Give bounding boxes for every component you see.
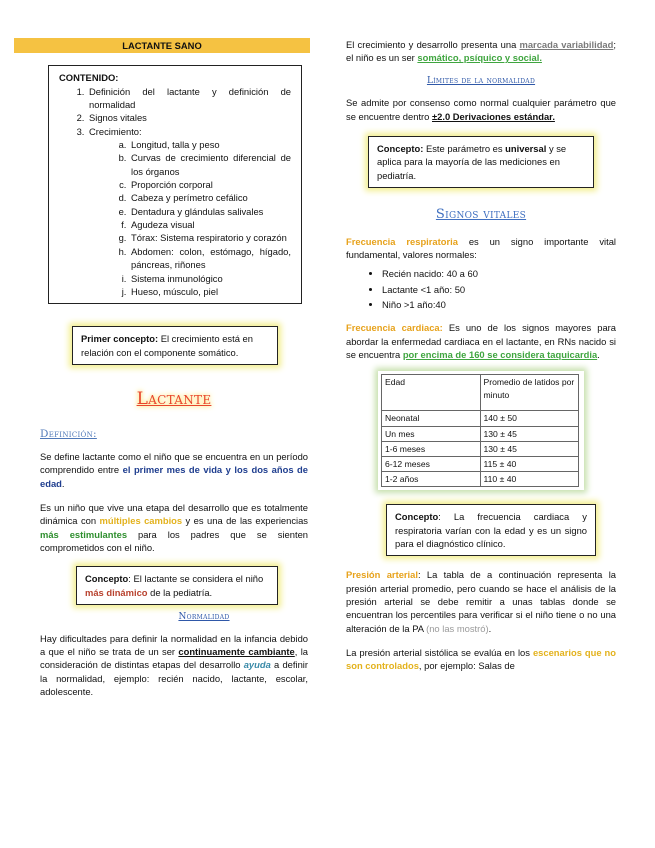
heart-rate-table-frame (378, 371, 584, 490)
text-run: Se admite por consenso como normal cualquier parámetro que se encuentre dentro (346, 97, 616, 122)
contents-subitem: i. Sistema inmunológico (129, 272, 291, 285)
text-run: para los padres que se sienten comprometidos con el niño. (40, 528, 308, 553)
table-row (382, 411, 579, 426)
table-cell: Un mes (382, 426, 481, 441)
contents-item-label: Crecimiento: (89, 125, 142, 137)
concept-text: El crecimiento está en relación con el componente somático. (81, 333, 253, 358)
table-cell: 110 ± 40 (480, 472, 579, 487)
highlight-text: somático, psíquico y social. (417, 52, 542, 64)
list-item: • Recién nacido: 40 a 60 (382, 267, 616, 280)
contents-sublist (89, 138, 291, 298)
text-run: El crecimiento y desarrollo presenta una (346, 39, 520, 50)
table-row (382, 456, 579, 471)
text-run: es un signo importante vital fundamental, valores normales: (346, 235, 616, 260)
highlight-text: el primer mes de vida y los dos años de edad (40, 464, 308, 489)
contents-subitem: b. Curvas de crecimiento diferencial de los órganos (129, 151, 291, 178)
highlight-text: más dinámico (85, 586, 148, 598)
concept-label: Concepto (395, 511, 439, 523)
contents-subitem: e. Dentadura y glándulas salivales (129, 205, 291, 218)
highlight-text: múltiples cambios (99, 515, 183, 527)
text-run: , por ejemplo: Salas de (418, 660, 515, 672)
concept-text: de la pediatría. (147, 586, 213, 598)
text-run: y es una de las experiencias (182, 515, 308, 527)
concept-label: Primer concepto: (81, 333, 159, 345)
concept-text: : El lactante se considera el niño (128, 573, 264, 585)
highlight-text: Presión arterial (346, 569, 418, 581)
table-cell: Neonatal (382, 411, 481, 426)
highlight-text: escenarios que no son controlados (346, 647, 617, 672)
contents-subitem: j. Hueso, músculo, piel (129, 285, 291, 298)
highlight-text: continuamente cambiante (178, 646, 295, 658)
table-row (382, 441, 579, 456)
text-run: . (597, 349, 600, 361)
section-title-normalidad: Normalidad (178, 612, 230, 622)
text-run: : La tabla de a continuación representa la presión arterial promedio, pero cuando se hace el análisis de la presión arterial se debe remitir a unas tablas donde se encuentran los percentiles para verificar si el niño tiene o no una alteración de la PA (346, 569, 616, 634)
contents-box (48, 65, 302, 304)
left-column (40, 38, 308, 698)
text-run: Se define lactante como el niño que se encuentra en un período comprendido entre (40, 450, 308, 476)
concept-text: Este parámetro es (423, 143, 506, 155)
table-cell: 115 ± 40 (480, 456, 579, 471)
highlight-text: más estimulantes (40, 528, 128, 540)
text-run: , la consideración de distintas etapas del desarrollo (40, 646, 308, 671)
text-run: ; el niño es un ser (346, 39, 616, 64)
table-cell: 130 ± 45 (480, 441, 579, 456)
dynamic-paragraph (40, 501, 308, 554)
respiratory-paragraph (346, 235, 616, 262)
definition-paragraph (40, 450, 308, 490)
section-title-signos-vitales: Signos vitales (435, 207, 527, 223)
concept-text: : La frecuencia cardiaca y respiratoria varían con la edad y es un signo para el diagnóstico clínico. (395, 511, 587, 550)
text-run: La presión arterial sistólica se evalúa en los (346, 647, 533, 659)
table-cell: 1-2 años (382, 472, 481, 487)
concept-box-universal (368, 136, 594, 188)
heart-rate-table (381, 374, 579, 487)
contents-subitem: h. Abdomen: colon, estómago, hígado, páncreas, riñones (129, 245, 291, 272)
text-run: . (488, 622, 492, 634)
text-run: Es un niño que vive una etapa del desarrollo que es totalmente dinámica con (40, 501, 308, 527)
cardiac-paragraph (346, 321, 616, 361)
table-row (382, 426, 579, 441)
text-run: Es uno de los signos mayores para abordar la enfermedad cardiaca en el lactante, en RNs nacido si se encuentra (346, 322, 617, 361)
table-cell: 1-6 meses (382, 441, 481, 456)
highlight-text: Frecuencia cardiaca: (346, 322, 443, 334)
highlight-text: ±2.0 Derivaciones estándar. (432, 110, 555, 122)
concept-box-primer (72, 326, 278, 365)
text-run: a definir la normalidad, ejemplo: recién nacido, lactante, escolar, adolescente. (40, 659, 308, 698)
contents-subitem: f. Agudeza visual (129, 218, 291, 231)
concept-box-lactante (76, 566, 278, 605)
table-row (382, 472, 579, 487)
limits-paragraph (346, 96, 616, 123)
list-item: • Niño >1 año:40 (382, 298, 616, 311)
concept-label: Concepto (85, 573, 129, 585)
contents-subitem: a. Longitud, talla y peso (129, 138, 291, 151)
highlight-text: por encima de 160 se considera taquicardia (402, 349, 598, 361)
concept-text: y se aplica para la mayoría de las mediciones en pediatría. (377, 143, 567, 181)
contents-item: 1. Definición del lactante y definición de normalidad (87, 85, 291, 112)
highlight-text: marcada variabilidad (519, 39, 614, 50)
table-header-row (382, 375, 579, 411)
blood-pressure-paragraph (346, 568, 616, 635)
normality-paragraph (40, 632, 308, 699)
contents-subitem: g. Tórax: Sistema respiratorio y corazón (129, 231, 291, 244)
text-run: Hay dificultades para definir la normalidad en la infancia debido a que el niño se trata de un ser (40, 632, 308, 658)
section-title-lactante: Lactante (136, 388, 212, 409)
contents-subitem: c. Proporción corporal (129, 178, 291, 191)
right-column (346, 38, 616, 673)
table-header-cell: Edad (382, 375, 481, 411)
contents-heading: CONTENIDO: (59, 72, 119, 84)
contents-list (59, 85, 291, 299)
concept-label: Concepto: (377, 143, 424, 155)
concept-box-frecuencia (386, 504, 596, 556)
document-title: LACTANTE SANO (14, 38, 310, 53)
section-title-limites: Límites de la normalidad (426, 75, 536, 86)
contents-subitem: d. Cabeza y perímetro cefálico (129, 191, 291, 204)
text-run: . (61, 477, 65, 489)
highlight-text: universal (505, 143, 547, 155)
table-cell: 140 ± 50 (480, 411, 579, 426)
highlight-text: (no las mostró) (426, 622, 489, 634)
highlight-text: ayuda (243, 659, 271, 671)
section-title-definicion: Definición: (40, 428, 97, 440)
list-item: • Lactante <1 año: 50 (382, 283, 616, 296)
table-cell: 6-12 meses (382, 456, 481, 471)
systolic-paragraph (346, 646, 616, 673)
table-header-cell: Promedio de latidos por minuto (480, 375, 579, 411)
contents-item (87, 125, 291, 298)
respiratory-values-list (346, 267, 616, 311)
table-cell: 130 ± 45 (480, 426, 579, 441)
contents-item: 2. Signos vitales (87, 111, 291, 124)
highlight-text: Frecuencia respiratoria (346, 235, 458, 247)
growth-paragraph (346, 38, 616, 65)
